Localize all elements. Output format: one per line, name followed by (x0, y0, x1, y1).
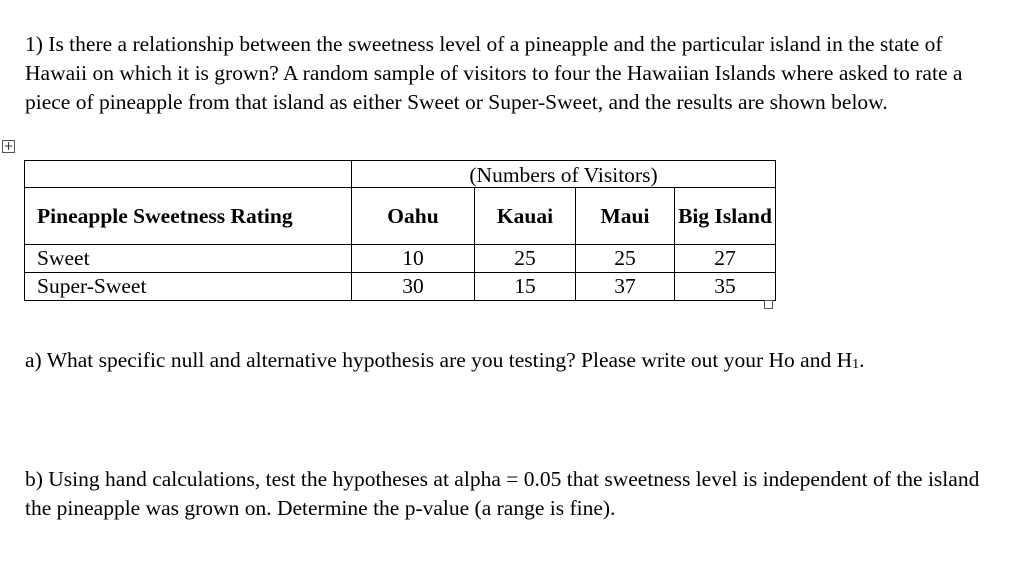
question-a-end: . (859, 348, 865, 372)
visitors-table (24, 160, 776, 301)
cell-value: 15 (475, 273, 576, 301)
question-a (25, 346, 985, 379)
question-a-text: a) What specific null and alternative hypothesis are you testing? Please write out your Ho and H (25, 348, 853, 372)
header-kauai: Kauai (475, 188, 576, 245)
cell-value: 10 (352, 245, 475, 273)
table-resize-handle[interactable] (764, 300, 773, 309)
cell-value: 25 (475, 245, 576, 273)
cell-value: 27 (675, 245, 776, 273)
table-caption: (Numbers of Visitors) (352, 161, 776, 188)
cell-value: 35 (675, 273, 776, 301)
header-sweetness-rating: Pineapple Sweetness Rating (25, 188, 352, 245)
header-big-island: Big Island (675, 188, 776, 245)
header-maui: Maui (576, 188, 675, 245)
row-label: Super-Sweet (25, 273, 352, 301)
table-move-handle-icon[interactable]: + (3, 139, 14, 153)
table-caption-blank (25, 161, 352, 188)
header-oahu: Oahu (352, 188, 475, 245)
table-caption-row (25, 161, 776, 188)
row-label: Sweet (25, 245, 352, 273)
cell-value: 37 (576, 273, 675, 301)
question-a-subscript: 1 (852, 357, 860, 372)
question-b: b) Using hand calculations, test the hypotheses at alpha = 0.05 that sweetness level is independent of the island the pineapple was grown on. Determine the p-value (a range is fine). (25, 467, 980, 520)
cell-value: 25 (576, 245, 675, 273)
intro-paragraph: 1) Is there a relationship between the sweetness level of a pineapple and the particular island in the state of Hawaii on which it is grown? A random sample of visitors to four the Hawaiian Islands where asked to rate a piece of pineapple from that island as either Sweet or Super-Sweet, and the results are shown below. (25, 32, 963, 114)
table-header-row (25, 188, 776, 245)
table-row-super-sweet (25, 273, 776, 301)
table-row-sweet (25, 245, 776, 273)
cell-value: 30 (352, 273, 475, 301)
